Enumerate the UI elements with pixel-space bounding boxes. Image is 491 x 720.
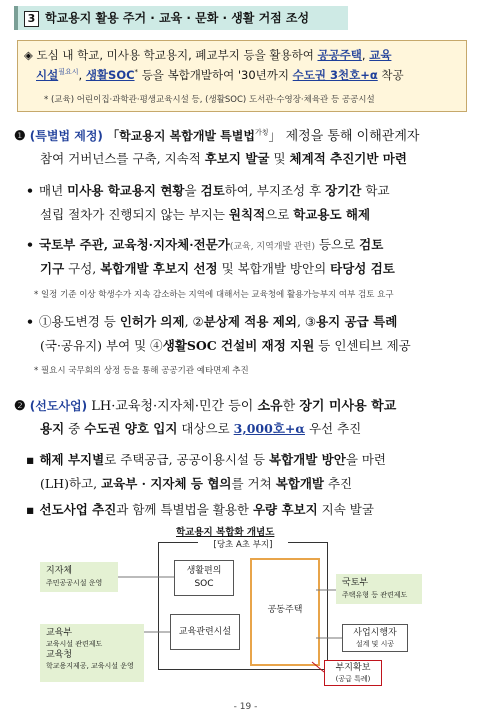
summary-highlight: 생활SOC <box>85 68 135 82</box>
item2-text: 중 <box>64 421 85 436</box>
summary-text: 등을 복합개발하여 '30년까지 <box>138 68 293 82</box>
item1-bullet3-line-1 <box>26 312 397 330</box>
bold-text: 용지 공급 특례 <box>316 314 398 329</box>
site-secure-desc: (공급 특례) <box>335 675 371 683</box>
item2-bullet1-line-1 <box>26 450 386 468</box>
summary-text: 도심 내 학교, 미사용 학교용지, 폐교부지 등을 활용하여 <box>36 48 318 62</box>
moe-box <box>40 624 144 682</box>
bold-text: 선도사업 추진 <box>39 502 117 517</box>
item2-line-1 <box>14 395 396 414</box>
bold-text: 타당성 검토 <box>330 261 395 276</box>
bullet-icon: ▪ <box>26 502 35 517</box>
text: 을 <box>184 183 201 198</box>
item1-bullet1-line-2 <box>40 205 370 223</box>
item1-text: 」 제정을 통해 이해관계자 <box>268 129 420 144</box>
item2-text: 한 <box>282 399 300 414</box>
bold-text: 해제 부지별 <box>39 452 105 467</box>
item1-text: 및 <box>269 151 290 166</box>
text: 및 복합개발 방안의 <box>217 261 331 276</box>
text: 학교 <box>361 183 390 198</box>
section-header <box>14 6 348 30</box>
edu-office-desc: 학교용지제공, 교육시설 운영 <box>46 662 134 670</box>
item2-bullet1-line-2 <box>40 474 352 492</box>
concept-diagram <box>36 522 468 692</box>
item2-bullet2 <box>26 500 374 518</box>
bullet-icon: • <box>26 183 34 198</box>
local-gov-label: 지자체 <box>46 566 73 576</box>
item1-sup: 가칭 <box>254 128 269 137</box>
item2-bold: 소유 <box>257 399 283 414</box>
item2-highlight: 3,000호+α <box>233 421 305 436</box>
edu-facility-box: 교육관련시설 <box>170 614 240 650</box>
bold-text: 검토 <box>359 237 384 252</box>
summary-box <box>17 40 467 112</box>
item1-bold: 체계적 추진기반 마련 <box>289 151 407 166</box>
item2-text: 우선 추진 <box>304 421 362 436</box>
number-one-marker: ❶ <box>14 129 26 144</box>
page-number: - 19 - <box>233 702 258 712</box>
item1-text: 참여 거버넌스를 구축, 지속적 <box>40 151 205 166</box>
bold-text: 분상제 적용 제외 <box>203 314 297 329</box>
bold-text: 장기간 <box>325 183 362 198</box>
section-number: 3 <box>24 11 39 27</box>
bold-text: 복합개발 <box>275 476 324 491</box>
item2-line-2 <box>40 419 361 437</box>
summary-line-1 <box>24 47 391 63</box>
text: 추진 <box>324 476 353 491</box>
summary-sup: 필요시 <box>58 68 79 77</box>
text: (LH)하고, <box>40 476 102 491</box>
text: (국·공유지) 부여 및 ④ <box>40 338 163 353</box>
item1-note-2: * 필요시 국무회의 상정 등을 통해 공공기관 예타면제 추진 <box>34 366 249 376</box>
item2-bold: 장기 미사용 학교 <box>299 399 397 414</box>
summary-highlight: 시설 <box>36 68 59 82</box>
text: 으로 <box>265 207 294 222</box>
item2-bold: 용지 <box>40 421 65 436</box>
item2-text: LH·교육청·지자체·민간 등이 <box>87 399 258 414</box>
section-title: 학교용지 활용 주거 · 교육 · 문화 · 생활 거점 조성 <box>45 11 310 25</box>
text: 등으로 <box>314 237 360 252</box>
site-secure-label: 부지확보 <box>335 663 371 673</box>
summary-text: 착공 <box>377 68 404 82</box>
item1-bullet3-line-2 <box>40 336 411 354</box>
summary-line-2 <box>36 67 404 83</box>
text: 하여, 부지조성 후 <box>224 183 326 198</box>
item1-text: 「학교용지 복합개발 특별법 <box>102 129 255 143</box>
summary-text: , <box>78 68 86 82</box>
item1-bullet2-line-1 <box>26 235 383 253</box>
summary-sup: * <box>134 68 139 77</box>
site-secure-box <box>324 660 382 686</box>
bold-text: 복합개발 방안 <box>269 452 346 467</box>
summary-highlight: 공공주택 <box>317 48 362 62</box>
summary-highlight: 수도권 3천호+α <box>292 68 378 82</box>
public-housing-box: 공동주택 <box>250 558 320 666</box>
developer-desc: 설계 및 시공 <box>355 640 395 648</box>
bold-text: 생활SOC 건설비 재정 지원 <box>162 338 315 353</box>
item1-line-1 <box>14 125 419 144</box>
item2-heading: (선도사업) <box>29 399 88 413</box>
local-gov-desc: 주민공공시설 운영 <box>46 579 103 587</box>
bold-text: 국토부 주관, 교육청·지자체·전문가 <box>39 237 230 252</box>
site-label: [당초 A초 부지] <box>198 538 288 550</box>
bold-text: 원칙적 <box>228 207 266 222</box>
text: , ③ <box>296 314 317 329</box>
item1-bullet1-line-1 <box>26 181 390 199</box>
text: 등 인센티브 제공 <box>314 338 411 353</box>
developer-label: 사업시행자 <box>353 628 397 638</box>
moe-label: 교육부 <box>46 628 73 638</box>
item2-bold: 수도권 양호 입지 <box>84 421 178 436</box>
summary-highlight: 교육 <box>369 48 392 62</box>
local-gov-box <box>40 562 118 592</box>
item1-bullet2-line-2 <box>40 259 395 277</box>
item1-bold: 후보지 발굴 <box>204 151 270 166</box>
edu-office-label: 교육청 <box>46 650 73 660</box>
bullet-icon: • <box>26 314 34 329</box>
diagram-title: 학교용지 복합화 개념도 <box>176 527 275 538</box>
text: 과 함께 특별법을 활용한 <box>116 502 253 517</box>
text: 구성, <box>64 261 101 276</box>
small-text: (교육, 지역개발 관련) <box>229 242 315 252</box>
text: 지속 발굴 <box>317 502 374 517</box>
bullet-icon: • <box>26 237 34 252</box>
bold-text: 복합개발 후보지 선정 <box>100 261 218 276</box>
molit-box <box>336 574 422 604</box>
bold-text: 우량 후보지 <box>252 502 318 517</box>
number-two-marker: ❷ <box>14 399 26 414</box>
bold-text: 학교용도 해제 <box>293 207 371 222</box>
molit-desc: 주택유형 등 관련제도 <box>342 591 408 599</box>
bold-text: 미사용 학교용지 현황 <box>67 183 185 198</box>
text: 매년 <box>39 183 68 198</box>
soc-box: 생활편의 SOC <box>174 560 234 596</box>
text: 로 주택공급, 공공이용시설 등 <box>104 452 269 467</box>
molit-label: 국토부 <box>342 578 369 588</box>
bullet-icon: ▪ <box>26 452 35 467</box>
developer-box <box>342 624 408 652</box>
item1-note-1: * 일정 기준 이상 학생수가 지속 감소하는 지역에 대해서는 교육청에 활용가능부지 여부 검토 요구 <box>34 290 394 300</box>
bold-text: 기구 <box>40 261 65 276</box>
item2-text: 대상으로 <box>177 421 234 436</box>
item1-heading: (특별법 제정) <box>29 129 103 143</box>
diamond-icon: ◈ <box>24 48 33 62</box>
bold-text: 교육부 · 지자체 등 협의 <box>101 476 232 491</box>
moe-desc: 교육시설 관련제도 <box>46 640 103 648</box>
summary-note: * (교육) 어린이집·과학관·평생교육시설 등, (생활SOC) 도서관·수영장·체육관 등 공공시설 <box>44 95 375 105</box>
text: 을 마련 <box>345 452 387 467</box>
bold-text: 검토 <box>200 183 225 198</box>
text: , ② <box>184 314 204 329</box>
text: ①용도변경 등 <box>39 314 120 329</box>
text: 설립 절차가 진행되지 않는 부지는 <box>40 207 229 222</box>
text: 를 거쳐 <box>231 476 276 491</box>
item1-line-2 <box>40 149 407 167</box>
summary-text: , <box>361 48 370 62</box>
bold-text: 인허가 의제 <box>119 314 185 329</box>
